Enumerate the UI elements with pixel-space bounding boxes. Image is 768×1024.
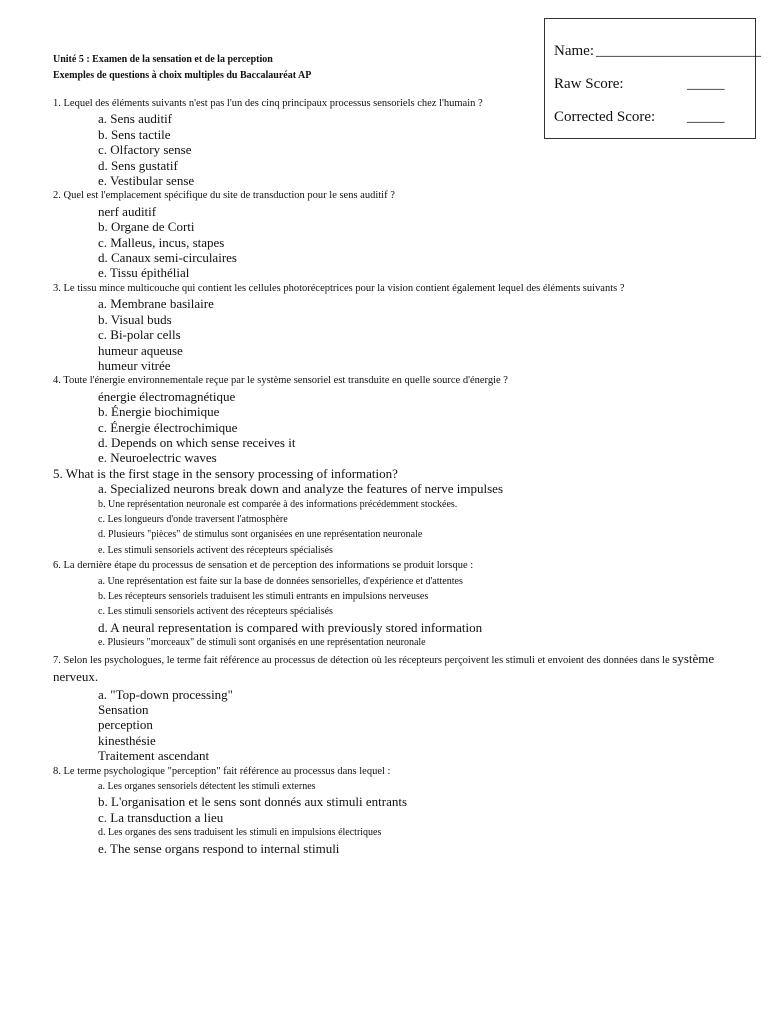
- answer-option: b. L'organisation et le sens sont donnés aux stimuli entrants: [98, 794, 408, 810]
- answer-option: a. Specialized neurons break down and analyze the features of nerve impulses: [98, 481, 504, 497]
- answer-option: humeur aqueuse: [98, 342, 183, 358]
- name-label: Name:: [554, 43, 594, 59]
- answer-option: c. Malleus, incus, stapes: [98, 234, 225, 250]
- answer-option: a. Sens auditif: [98, 111, 173, 127]
- answer-option: b. Les récepteurs sensoriels traduisent les stimuli entrants en impulsions nerveuses: [98, 591, 429, 602]
- document-title: Unité 5 : Examen de la sensation et de la perception: [53, 54, 273, 65]
- question-5: [53, 466, 743, 558]
- answer-option: énergie électromagnétique: [98, 388, 236, 404]
- answer-option: d. Les organes des sens traduisent les stimuli en impulsions électriques: [98, 827, 382, 839]
- answer-option: b. Visual buds: [98, 311, 172, 327]
- answer-option: c. Les stimuli sensoriels activent des récepteurs spécialisés: [98, 606, 333, 618]
- answer-option: a. "Top-down processing": [98, 686, 233, 702]
- name-blank: ______________________: [596, 43, 761, 59]
- raw-score-label: Raw Score:: [554, 76, 624, 92]
- name-line: [554, 42, 761, 60]
- question-text: 3. Le tissu mince multicouche qui contient les cellules photoréceptrices pour la vision contient également lequel des éléments suivants ?: [53, 282, 625, 294]
- document-header: [53, 52, 311, 84]
- answer-option: Traitement ascendant: [98, 748, 210, 764]
- answer-option: d. Sens gustatif: [98, 157, 178, 173]
- answer-option: e. Plusieurs "morceaux" de stimuli sont organisés en une représentation neuronale: [98, 637, 426, 649]
- raw-score-line: [554, 75, 725, 93]
- answer-option: a. Une représentation est faite sur la base de données sensorielles, d'expérience et d'attentes: [98, 575, 463, 587]
- answer-option: e. Vestibular sense: [98, 173, 195, 189]
- answer-option: c. Bi-polar cells: [98, 327, 181, 343]
- question-list: [53, 96, 743, 856]
- question-text: 2. Quel est l'emplacement spécifique du site de transduction pour le sens auditif ?: [53, 190, 395, 202]
- answer-option: a. Membrane basilaire: [98, 296, 214, 312]
- answer-option: Sensation: [98, 702, 149, 718]
- question-text-main: 7. Selon les psychologues, le terme fait référence au processus de détection où les récepteurs perçoivent les stimuli et envoient des données dans le: [53, 654, 670, 666]
- answer-option: d. Canaux semi-circulaires: [98, 250, 237, 266]
- corrected-score-label: Corrected Score:: [554, 109, 656, 125]
- question-text: [53, 651, 743, 687]
- raw-score-blank: _____: [687, 76, 725, 92]
- answer-option: e. Les stimuli sensoriels activent des récepteurs spécialisés: [98, 544, 333, 556]
- question-3: [53, 281, 743, 373]
- answer-option: perception: [98, 717, 153, 733]
- answer-option: d. A neural representation is compared with previously stored information: [98, 619, 483, 635]
- answer-option: d. Depends on which sense receives it: [98, 434, 296, 450]
- answer-option: e. Tissu épithélial: [98, 265, 190, 281]
- answer-option: b. Énergie biochimique: [98, 404, 220, 420]
- question-1: [53, 96, 743, 188]
- answer-option: c. Énergie électrochimique: [98, 419, 238, 435]
- answer-option: b. Organe de Corti: [98, 219, 195, 235]
- answer-option: humeur vitrée: [98, 357, 171, 373]
- question-6: [53, 558, 743, 650]
- answer-option: b. Sens tactile: [98, 126, 171, 142]
- answer-option: e. Neuroelectric waves: [98, 450, 217, 466]
- question-7: [53, 651, 743, 764]
- question-text: 5. What is the first stage in the sensory processing of information?: [53, 465, 398, 481]
- question-text: 6. La dernière étape du processus de sensation et de perception des informations se produit lorsque :: [53, 560, 474, 572]
- question-text-tail: système nerveux.: [53, 650, 715, 684]
- question-text: 4. Toute l'énergie environnementale reçue par le système sensoriel est transduite en quelle source d'énergie ?: [53, 375, 508, 387]
- question-2: [53, 188, 743, 280]
- answer-option: c. La transduction a lieu: [98, 809, 224, 825]
- answer-option: kinesthésie: [98, 732, 156, 748]
- answer-option: nerf auditif: [98, 203, 157, 219]
- answer-option: a. Les organes sensoriels détectent les stimuli externes: [98, 781, 316, 793]
- question-text: 8. Le terme psychologique "perception" fait référence au processus dans lequel :: [53, 765, 391, 777]
- question-4: [53, 373, 743, 465]
- answer-option: d. Plusieurs "pièces" de stimulus sont organisées en une représentation neuronale: [98, 529, 423, 541]
- answer-option: c. Olfactory sense: [98, 142, 192, 158]
- answer-option: c. Les longueurs d'onde traversent l'atmosphère: [98, 513, 288, 525]
- document-subtitle: Exemples de questions à choix multiples du Baccalauréat AP: [53, 70, 312, 81]
- question-8: [53, 764, 743, 856]
- answer-option: e. The sense organs respond to internal stimuli: [98, 840, 340, 856]
- answer-option: b. Une représentation neuronale est comparée à des informations précédemment stockées.: [98, 498, 458, 510]
- question-text: 1. Lequel des éléments suivants n'est pas l'un des cinq principaux processus sensoriels chez l'humain ?: [53, 98, 483, 109]
- corrected-score-blank: _____: [687, 109, 725, 125]
